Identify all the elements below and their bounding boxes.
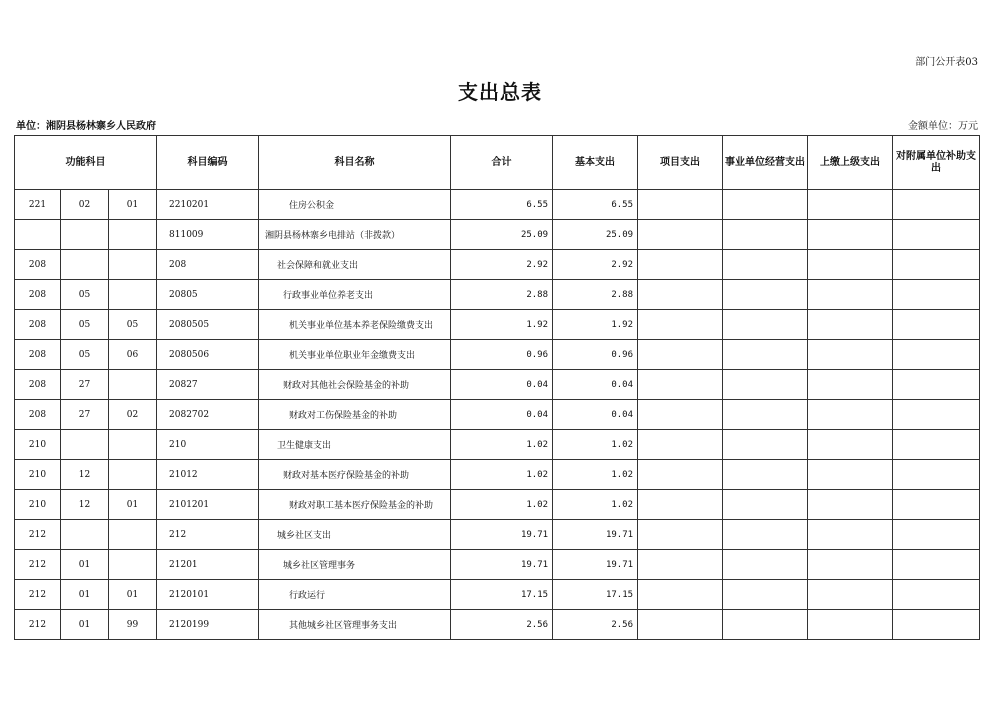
table-row [15,280,980,310]
table-row [15,310,980,340]
cell-section: 01 [109,580,157,610]
cell-project [638,430,723,460]
cell-subject-name: 机关事业单位职业年金缴费支出 [259,340,451,370]
cell-subsidy [893,460,980,490]
cell-class: 212 [15,610,61,640]
cell-total: 2.56 [451,610,553,640]
cell-section [109,460,157,490]
cell-class: 208 [15,400,61,430]
table-row [15,340,980,370]
cell-item [61,430,109,460]
cell-project [638,220,723,250]
cell-subsidy [893,280,980,310]
cell-subject-code: 2080506 [157,340,259,370]
cell-item: 01 [61,610,109,640]
cell-section: 01 [109,490,157,520]
table-row [15,250,980,280]
cell-basic: 19.71 [553,520,638,550]
cell-project [638,520,723,550]
cell-upper [808,430,893,460]
cell-subsidy [893,190,980,220]
cell-class: 208 [15,250,61,280]
header-subject-name: 科目名称 [259,136,451,190]
cell-section [109,220,157,250]
cell-subject-code: 21012 [157,460,259,490]
cell-subject-name: 其他城乡社区管理事务支出 [259,610,451,640]
cell-business [723,250,808,280]
cell-subsidy [893,400,980,430]
cell-total: 0.04 [451,400,553,430]
cell-subject-code: 2101201 [157,490,259,520]
cell-business [723,490,808,520]
cell-class [15,220,61,250]
cell-upper [808,370,893,400]
cell-section [109,550,157,580]
cell-upper [808,220,893,250]
cell-subject-code: 2120101 [157,580,259,610]
cell-project [638,490,723,520]
cell-upper [808,280,893,310]
cell-total: 2.92 [451,250,553,280]
cell-subject-code: 20805 [157,280,259,310]
cell-basic: 6.55 [553,190,638,220]
table-body [15,190,980,640]
cell-class: 210 [15,490,61,520]
cell-class: 208 [15,310,61,340]
table-row [15,460,980,490]
cell-basic: 1.02 [553,430,638,460]
cell-subject-name: 城乡社区管理事务 [259,550,451,580]
cell-basic: 2.92 [553,250,638,280]
cell-item [61,250,109,280]
cell-project [638,280,723,310]
table-row [15,610,980,640]
cell-upper [808,460,893,490]
cell-basic: 1.92 [553,310,638,340]
cell-subsidy [893,430,980,460]
table-header-row [15,136,980,190]
cell-subsidy [893,610,980,640]
cell-class: 212 [15,520,61,550]
cell-section: 06 [109,340,157,370]
cell-business [723,430,808,460]
header-subsidy: 对附属单位补助支出 [893,136,980,190]
cell-upper [808,190,893,220]
cell-business [723,580,808,610]
cell-class: 210 [15,430,61,460]
cell-total: 1.02 [451,460,553,490]
header-upper: 上缴上级支出 [808,136,893,190]
cell-item [61,220,109,250]
table-row [15,220,980,250]
expenditure-table [14,135,980,640]
cell-basic: 1.02 [553,490,638,520]
cell-business [723,400,808,430]
cell-class: 210 [15,460,61,490]
cell-class: 208 [15,340,61,370]
cell-project [638,370,723,400]
cell-subject-name: 社会保障和就业支出 [259,250,451,280]
cell-upper [808,580,893,610]
cell-section [109,280,157,310]
cell-upper [808,490,893,520]
cell-upper [808,610,893,640]
cell-subject-code: 2080505 [157,310,259,340]
table-row [15,520,980,550]
cell-upper [808,550,893,580]
cell-basic: 25.09 [553,220,638,250]
cell-subsidy [893,220,980,250]
table-row [15,430,980,460]
cell-total: 25.09 [451,220,553,250]
cell-total: 1.02 [451,490,553,520]
cell-business [723,220,808,250]
page-title: 支出总表 [458,80,542,104]
cell-class: 208 [15,280,61,310]
cell-subject-code: 208 [157,250,259,280]
cell-subject-name: 财政对其他社会保险基金的补助 [259,370,451,400]
cell-subject-name: 行政事业单位养老支出 [259,280,451,310]
cell-subsidy [893,370,980,400]
table-row [15,400,980,430]
cell-subject-code: 2120199 [157,610,259,640]
cell-business [723,550,808,580]
cell-subject-code: 2082702 [157,400,259,430]
cell-business [723,460,808,490]
cell-item: 01 [61,580,109,610]
cell-basic: 0.04 [553,370,638,400]
cell-project [638,610,723,640]
cell-subject-code: 21201 [157,550,259,580]
cell-project [638,460,723,490]
cell-total: 1.02 [451,430,553,460]
cell-item: 05 [61,340,109,370]
header-project: 项目支出 [638,136,723,190]
cell-project [638,580,723,610]
cell-basic: 2.88 [553,280,638,310]
cell-project [638,400,723,430]
cell-subject-code: 20827 [157,370,259,400]
cell-section [109,250,157,280]
cell-business [723,610,808,640]
cell-subsidy [893,340,980,370]
cell-total: 2.88 [451,280,553,310]
cell-total: 17.15 [451,580,553,610]
cell-item: 27 [61,370,109,400]
cell-item: 12 [61,490,109,520]
cell-item: 01 [61,550,109,580]
cell-total: 0.96 [451,340,553,370]
table-row [15,190,980,220]
cell-total: 1.92 [451,310,553,340]
cell-basic: 19.71 [553,550,638,580]
cell-subject-code: 210 [157,430,259,460]
cell-total: 19.71 [451,550,553,580]
cell-subsidy [893,490,980,520]
header-subject-code: 科目编码 [157,136,259,190]
cell-business [723,280,808,310]
cell-subject-name: 湘阴县杨林寨乡电排站（非拨款） [259,220,451,250]
cell-upper [808,340,893,370]
cell-project [638,310,723,340]
cell-upper [808,520,893,550]
cell-subject-code: 212 [157,520,259,550]
cell-subsidy [893,310,980,340]
cell-basic: 1.02 [553,460,638,490]
header-business: 事业单位经营支出 [723,136,808,190]
cell-basic: 2.56 [553,610,638,640]
cell-project [638,550,723,580]
cell-subject-name: 卫生健康支出 [259,430,451,460]
cell-total: 6.55 [451,190,553,220]
cell-class: 208 [15,370,61,400]
table-row [15,580,980,610]
table-row [15,370,980,400]
cell-section [109,370,157,400]
cell-item: 12 [61,460,109,490]
cell-section: 05 [109,310,157,340]
cell-business [723,520,808,550]
header-total: 合计 [451,136,553,190]
cell-subject-name: 城乡社区支出 [259,520,451,550]
cell-class: 221 [15,190,61,220]
cell-item: 02 [61,190,109,220]
cell-total: 19.71 [451,520,553,550]
cell-subject-name: 财政对工伤保险基金的补助 [259,400,451,430]
cell-subject-code: 811009 [157,220,259,250]
cell-item: 05 [61,310,109,340]
cell-item [61,520,109,550]
unit-label: 单位：湘阴县杨林寨乡人民政府 [16,121,156,132]
cell-subject-name: 行政运行 [259,580,451,610]
cell-subject-name: 机关事业单位基本养老保险缴费支出 [259,310,451,340]
cell-subject-name: 财政对基本医疗保险基金的补助 [259,460,451,490]
cell-item: 27 [61,400,109,430]
cell-class: 212 [15,580,61,610]
cell-subsidy [893,250,980,280]
cell-business [723,340,808,370]
cell-business [723,370,808,400]
cell-project [638,190,723,220]
cell-project [638,250,723,280]
cell-section: 02 [109,400,157,430]
cell-upper [808,400,893,430]
cell-business [723,310,808,340]
cell-section [109,520,157,550]
table-row [15,490,980,520]
cell-item: 05 [61,280,109,310]
cell-section: 01 [109,190,157,220]
cell-subsidy [893,580,980,610]
cell-upper [808,310,893,340]
cell-total: 0.04 [451,370,553,400]
cell-section [109,430,157,460]
cell-project [638,340,723,370]
cell-subsidy [893,520,980,550]
cell-business [723,190,808,220]
header-basic: 基本支出 [553,136,638,190]
cell-subsidy [893,550,980,580]
cell-upper [808,250,893,280]
cell-section: 99 [109,610,157,640]
table-row [15,550,980,580]
cell-basic: 17.15 [553,580,638,610]
cell-subject-code: 2210201 [157,190,259,220]
header-func-subject: 功能科目 [15,136,157,190]
form-code: 部门公开表03 [915,57,978,68]
cell-subject-name: 财政对职工基本医疗保险基金的补助 [259,490,451,520]
cell-class: 212 [15,550,61,580]
cell-subject-name: 住房公积金 [259,190,451,220]
cell-basic: 0.04 [553,400,638,430]
cell-basic: 0.96 [553,340,638,370]
amount-unit: 金额单位：万元 [908,121,978,132]
